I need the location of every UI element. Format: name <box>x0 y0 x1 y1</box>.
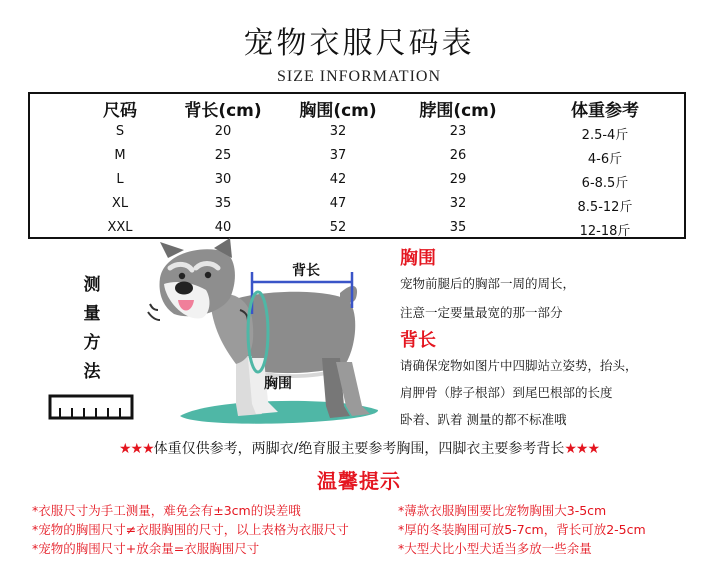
ruler-icon <box>48 394 134 420</box>
tip-left: *宠物的胸围尺寸≠衣服胸围的尺寸，以上表格为衣服尺寸 <box>32 522 349 537</box>
cell-chest: 42 <box>329 172 347 187</box>
header-weight: 体重参考 <box>571 101 639 121</box>
cell-weight: 2.5-4斤 <box>581 128 629 143</box>
table-header-row <box>30 96 684 120</box>
back-desc-line: 卧着、趴着 测量的都不标准哦 <box>400 412 567 427</box>
tip-right: *大型犬比小型犬适当多放一些余量 <box>398 541 592 556</box>
dog-eye <box>205 272 211 278</box>
cell-weight: 8.5-12斤 <box>577 200 633 215</box>
header-chest: 胸围(cm) <box>299 101 377 121</box>
cell-neck: 26 <box>449 148 467 163</box>
star-icons: ★★★ <box>564 441 600 457</box>
tip-left: *宠物的胸围尺寸+放余量=衣服胸围尺寸 <box>32 541 260 556</box>
cell-weight: 6-8.5斤 <box>581 176 629 191</box>
cell-weight: 4-6斤 <box>587 152 623 167</box>
cell-chest: 32 <box>329 124 347 139</box>
back-desc-line: 请确保宠物如图片中四脚站立姿势，抬头， <box>400 358 638 373</box>
back-length-title: 背长 <box>400 330 436 351</box>
header-size: 尺码 <box>103 101 137 121</box>
table-row <box>30 124 684 148</box>
chest-desc-line: 宠物前腿后的胸部一周的周长， <box>400 276 576 291</box>
dog-eye <box>179 273 185 279</box>
tip-left: *衣服尺寸为手工测量，难免会有±3cm的误差哦 <box>32 503 301 518</box>
tip-right: *薄款衣服胸围要比宠物胸围大3-5cm <box>398 503 607 518</box>
cell-back-length: 25 <box>214 148 232 163</box>
chest-title: 胸围 <box>400 248 436 269</box>
cell-size: L <box>116 172 124 187</box>
reference-text: 体重仅供参考，两脚衣/绝育服主要参考胸围，四脚衣主要参考背长 <box>153 441 565 457</box>
chest-label: 胸围 <box>264 376 292 392</box>
cell-chest: 52 <box>329 220 347 235</box>
cell-neck: 35 <box>449 220 467 235</box>
table-row <box>30 196 684 220</box>
cell-neck: 29 <box>449 172 467 187</box>
cell-size: M <box>114 148 126 163</box>
measure-char: 量 <box>83 304 101 324</box>
dog-measurement-illustration <box>140 238 390 433</box>
table-row <box>30 172 684 196</box>
tips-title: 温馨提示 <box>317 469 401 493</box>
cell-back-length: 35 <box>214 196 232 211</box>
cell-size: XL <box>111 196 129 211</box>
cell-chest: 47 <box>329 196 347 211</box>
page-title: 宠物衣服尺码表 <box>243 26 475 61</box>
measure-char: 法 <box>83 362 101 382</box>
header-neck: 脖围(cm) <box>419 101 497 121</box>
header-back-length: 背长(cm) <box>184 101 262 121</box>
cell-chest: 37 <box>329 148 347 163</box>
table-row <box>30 148 684 172</box>
cell-size: S <box>115 124 125 139</box>
dog-nose <box>175 282 193 295</box>
cell-size: XXL <box>107 220 133 235</box>
chest-desc-line: 注意一定要量最宽的那一部分 <box>400 305 563 320</box>
cell-back-length: 40 <box>214 220 232 235</box>
cell-neck: 32 <box>449 196 467 211</box>
back-desc-line: 肩胛骨（脖子根部）到尾巴根部的长度 <box>400 385 613 400</box>
back-length-label: 背长 <box>292 263 320 279</box>
cell-back-length: 20 <box>214 124 232 139</box>
cell-back-length: 30 <box>214 172 232 187</box>
page-subtitle: SIZE INFORMATION <box>277 68 441 85</box>
cell-weight: 12-18斤 <box>579 224 631 239</box>
reference-note <box>0 438 718 458</box>
measure-method-label <box>80 270 104 386</box>
tip-right: *厚的冬装胸围可放5-7cm，背长可放2-5cm <box>398 522 646 537</box>
star-icons: ★★★ <box>118 441 154 457</box>
measure-char: 测 <box>83 275 101 295</box>
size-table <box>28 92 686 239</box>
measure-char: 方 <box>83 333 101 353</box>
cell-neck: 23 <box>449 124 467 139</box>
